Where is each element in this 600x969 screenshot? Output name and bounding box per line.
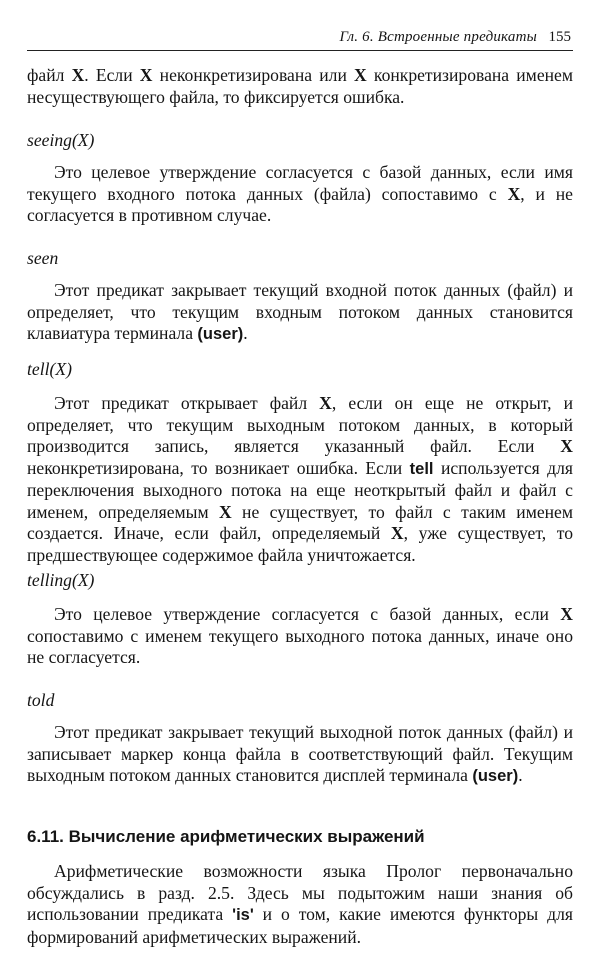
section-heading: 6.11. Вычисление арифметических выражений [27, 827, 425, 846]
running-title: Гл. 6. Встроенные предикаты [339, 29, 537, 45]
telling-description: Это целевое утверждение согласуется с базой данных, если X сопоставимо с именем текущего выходного потока данных, иначе оно не согласуется. [27, 604, 573, 667]
seeing-description: Это целевое утверждение согласуется с базой данных, если имя текущего входного потока данных (файла) сопоставимо с X, и не согласуется в противном случае. [27, 162, 573, 225]
term-telling: telling(X) [27, 570, 95, 590]
section-paragraph: Арифметические возможности языка Пролог первоначально обсуждались в разд. 2.5. Здесь мы подытожим наши знания об использовании предиката 'is' и о том, какие имеются функторы для формирований арифметических выражений. [27, 861, 573, 947]
term-seeing: seeing(X) [27, 130, 95, 150]
term-told: told [27, 690, 55, 710]
term-seen: seen [27, 248, 59, 268]
tell-description: Этот предикат открывает файл X, если он еще не открыт, и определяет, что текущим выходным потоком данных, в который производится запись, является указанный файл. Если X неконкретизирована, то возникает ошибка. Если tell используется для переключения выходного потока на еще неоткрытый файл и файл с именем, определяемым X не существует, то файл с таким именем создается. Иначе, если файл, определяемый X, уже существует, то предшествующее содержимое файла уничтожается. [27, 393, 573, 565]
running-header [27, 26, 573, 51]
term-tell: tell(X) [27, 359, 72, 379]
page-number: 155 [548, 29, 571, 45]
seen-description: Этот предикат закрывает текущий входной поток данных (файл) и определяет, что текущим входным потоком данных становится клавиатура терминала (user). [27, 280, 573, 343]
intro-paragraph: файл X. Если X неконкретизирована или X конкретизирована именем несуществующего файла, то фиксируется ошибка. [27, 65, 573, 107]
told-description: Этот предикат закрывает текущий выходной поток данных (файл) и записывает маркер конца файла в соответствующий файл. Текущим выходным потоком данных становится дисплей терминала (user). [27, 722, 573, 785]
